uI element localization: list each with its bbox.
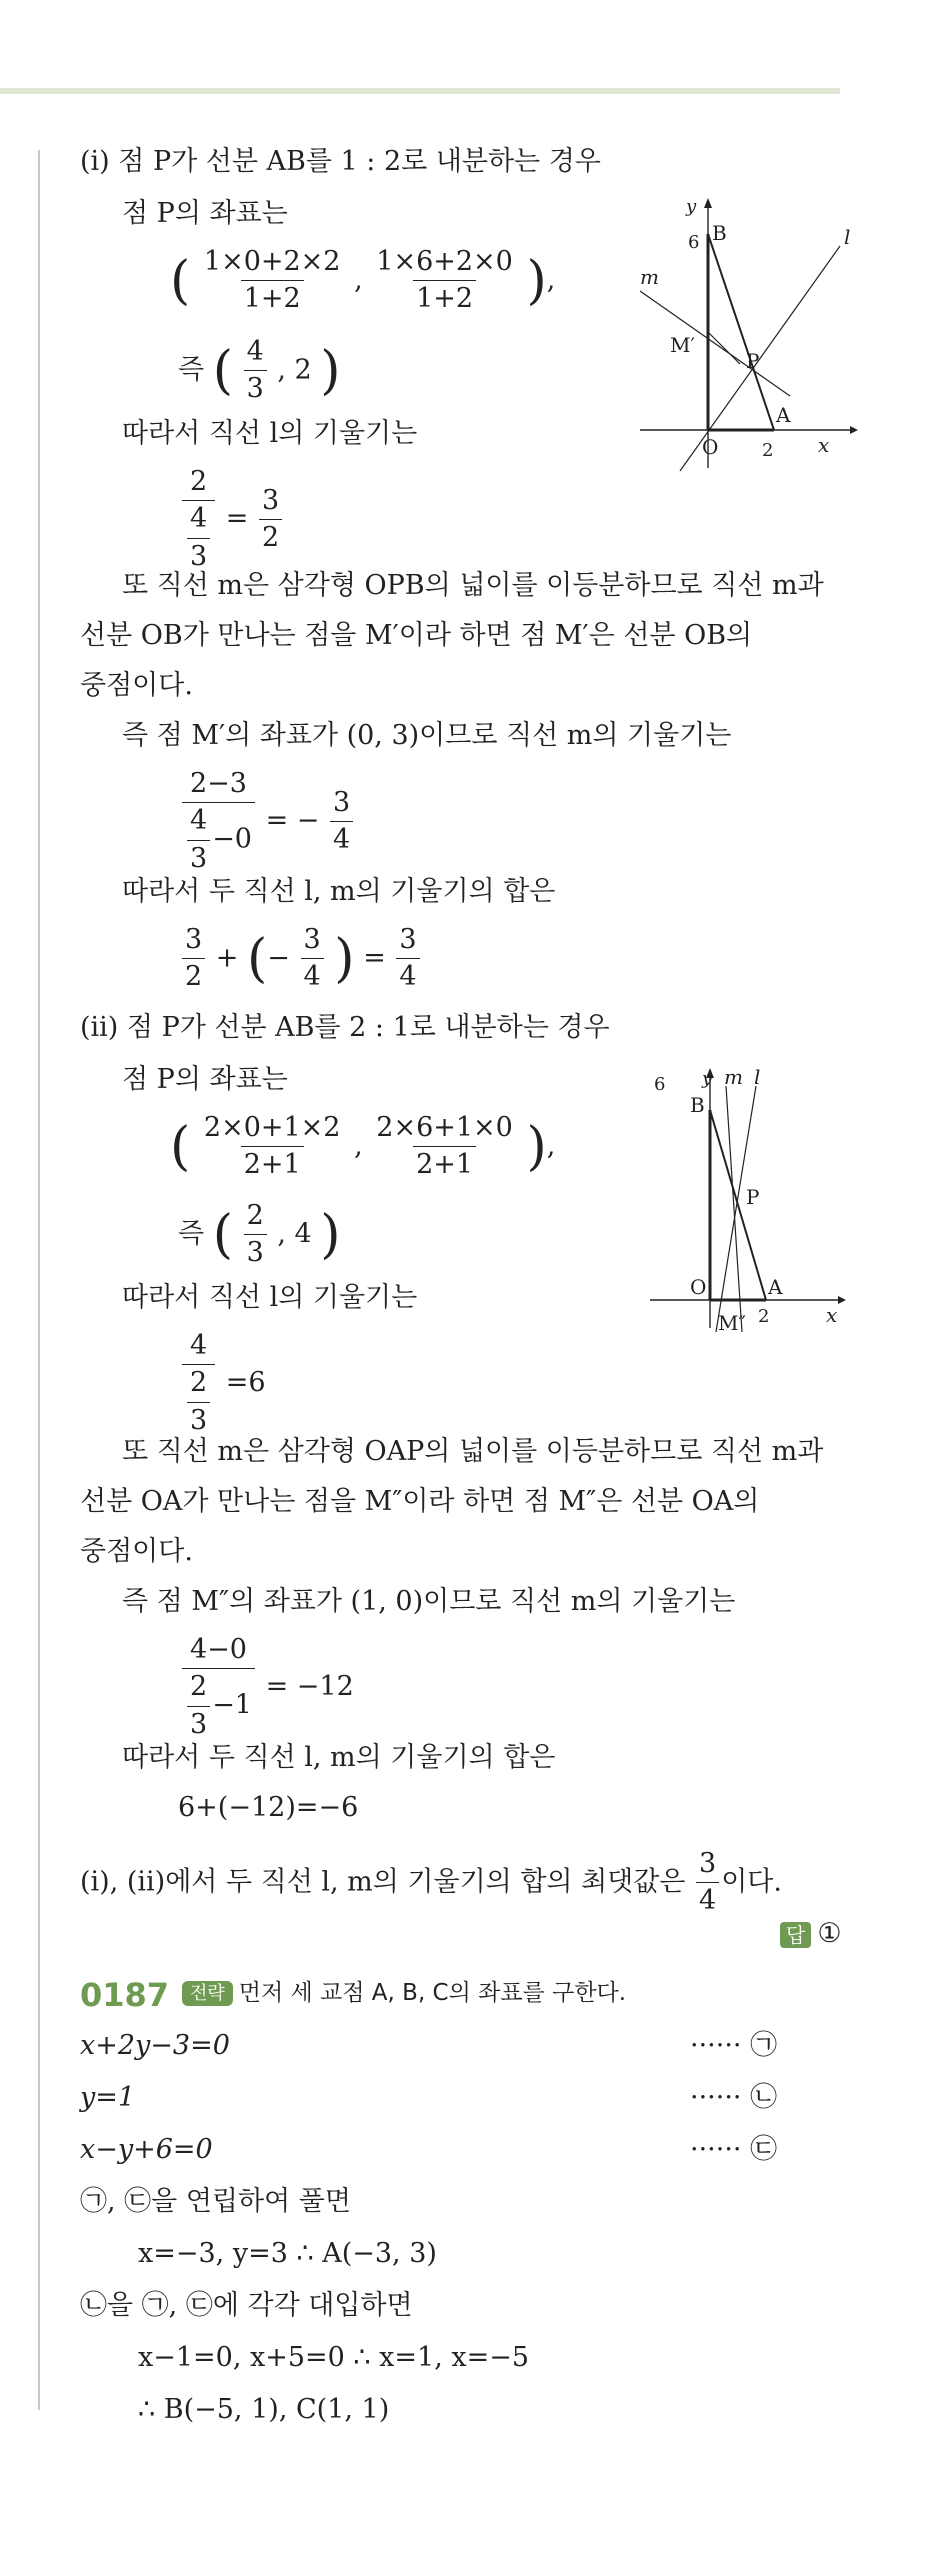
label-l: l [754, 1066, 761, 1089]
step-2-final: ∴ B(−5, 1), C(1, 1) [138, 2394, 390, 2425]
case1-m-text3: 중점이다. [80, 670, 193, 701]
equation-2: y=1 [80, 2082, 136, 2113]
segment-MP [708, 332, 740, 364]
line-l [716, 1086, 756, 1332]
x-axis-arrow [850, 426, 858, 434]
equation-3: x−y+6=0 [80, 2134, 213, 2165]
step-1-result: x=−3, y=3 ∴ A(−3, 3) [138, 2238, 437, 2269]
equation-3-tag: ······ ㉢ [690, 2134, 778, 2165]
case1-sum-intro: 따라서 두 직선 l, m의 기울기의 합은 [122, 876, 556, 907]
header-bar [0, 88, 840, 94]
case1-m-text1: 또 직선 m은 삼각형 OPB의 넓이를 이등분하므로 직선 m과 [122, 570, 824, 601]
label-x: x [826, 1303, 838, 1327]
label-m: m [640, 265, 659, 289]
conclusion: (ⅰ), (ⅱ)에서 두 직선 l, m의 기울기의 합의 최댓값은 $\frac{3}{4}$ 이다. [80, 1848, 782, 1917]
answer: 답 ① [780, 1918, 842, 1950]
strategy-badge: 전략 [182, 1981, 233, 2007]
line-m [640, 291, 790, 396]
case2-title: (ⅱ) 점 P가 선분 AB를 2 : 1로 내분하는 경우 [80, 1012, 610, 1043]
case2-result: 즉 ( $\frac{2}{3}$ , 4 ) [178, 1200, 341, 1269]
label-6: 6 [688, 232, 700, 253]
case1-mslope-expr: 2−3 $\frac{4}{3}$ −0 = − $\frac{3}{4}$ [180, 768, 355, 875]
case1-sum-expr: $\frac{3}{2}$ + (− $\frac{3}{4}$ ) = $\frac{3}{4}$ [180, 924, 422, 994]
case1-title: (ⅰ) 점 P가 선분 AB를 1 : 2로 내분하는 경우 [80, 146, 601, 177]
label-2: 2 [762, 440, 774, 461]
label-P: P [746, 349, 760, 373]
label-l: l [844, 225, 851, 249]
label-P: P [746, 1185, 760, 1209]
equation-1-tag: ······ ㉠ [690, 2030, 778, 2061]
label-x: x [818, 433, 830, 457]
case2-coord-expr: ( $\frac{2\times 0+1\times 2}{2+1}$ , $\frac{2\times 6+1\times 0}{2+1}$ ), [170, 1112, 556, 1181]
case2-coordinate-diagram [650, 1066, 850, 1346]
label-M-prime: M′ [670, 333, 696, 357]
label-2: 2 [758, 1306, 770, 1327]
case1-coord-expr: ( $\frac{1\times 0+2\times 2}{1+2}$ , $\frac{1\times 6+2\times 0}{1+2}$ ), [170, 246, 556, 315]
label-m: m [724, 1066, 743, 1089]
answer-badge: 답 [780, 1922, 811, 1948]
y-axis-arrow [704, 198, 712, 208]
case2-sum-intro: 따라서 두 직선 l, m의 기울기의 합은 [122, 1742, 556, 1773]
step-1: ㉠, ㉢을 연립하여 풀면 [80, 2186, 351, 2217]
case1-coord-intro: 점 P의 좌표는 [122, 198, 288, 229]
case2-coord-intro: 점 P의 좌표는 [122, 1064, 288, 1095]
case1-slope-expr: $\frac{2}{\frac{4}{3}}$ = $\frac{3}{2}$ [180, 466, 284, 573]
label-B: B [712, 221, 727, 245]
label-y: y [702, 1068, 713, 1089]
case2-m-text2: 선분 OA가 만나는 점을 M″이라 하면 점 M″은 선분 OA의 [80, 1486, 760, 1517]
case1-result: 즉 ( $\frac{4}{3}$ , 2 ) [178, 336, 341, 405]
segment-AB [708, 234, 774, 430]
case2-mslope-expr: 4−0 $\frac{2}{3}$ −1 = −12 [180, 1634, 354, 1741]
label-O: O [690, 1275, 707, 1299]
case2-m-coord: 즉 점 M″의 좌표가 (1, 0)이므로 직선 m의 기울기는 [122, 1586, 736, 1617]
step-2-result: x−1=0, x+5=0 ∴ x=1, x=−5 [138, 2342, 530, 2373]
problem-number: 0187 [80, 1976, 170, 2014]
label-A: A [768, 1275, 783, 1299]
equation-1: x+2y−3=0 [80, 2030, 230, 2061]
case1-coordinate-diagram [640, 196, 860, 476]
label-O: O [702, 435, 719, 459]
case2-sum-line: 6+(−12)=−6 [178, 1792, 359, 1823]
case1-m-coord: 즉 점 M′의 좌표가 (0, 3)이므로 직선 m의 기울기는 [122, 720, 732, 751]
case2-m-text1: 또 직선 m은 삼각형 OAP의 넓이를 이등분하므로 직선 m과 [122, 1436, 824, 1467]
case1-slope-intro: 따라서 직선 l의 기울기는 [122, 418, 418, 449]
x-axis-arrow [838, 1296, 846, 1304]
case2-slope-intro: 따라서 직선 l의 기울기는 [122, 1282, 418, 1313]
label-6: 6 [654, 1074, 666, 1095]
case1-m-text2: 선분 OB가 만나는 점을 M′이라 하면 점 M′은 선분 OB의 [80, 620, 753, 651]
label-M-double-prime: M″ [718, 1311, 746, 1335]
equation-2-tag: ······ ㉡ [690, 2082, 778, 2113]
label-A: A [776, 403, 791, 427]
margin-rule [38, 150, 40, 2410]
step-2: ㉡을 ㉠, ㉢에 각각 대입하면 [80, 2290, 413, 2321]
label-y: y [686, 196, 697, 217]
label-B: B [690, 1093, 705, 1117]
case2-m-text3: 중점이다. [80, 1536, 193, 1567]
problem-strategy: 전략 먼저 세 교점 A, B, C의 좌표를 구한다. [182, 1980, 626, 2008]
case2-slope-expr: $\frac{4}{\frac{2}{3}}$ =6 [180, 1330, 266, 1437]
